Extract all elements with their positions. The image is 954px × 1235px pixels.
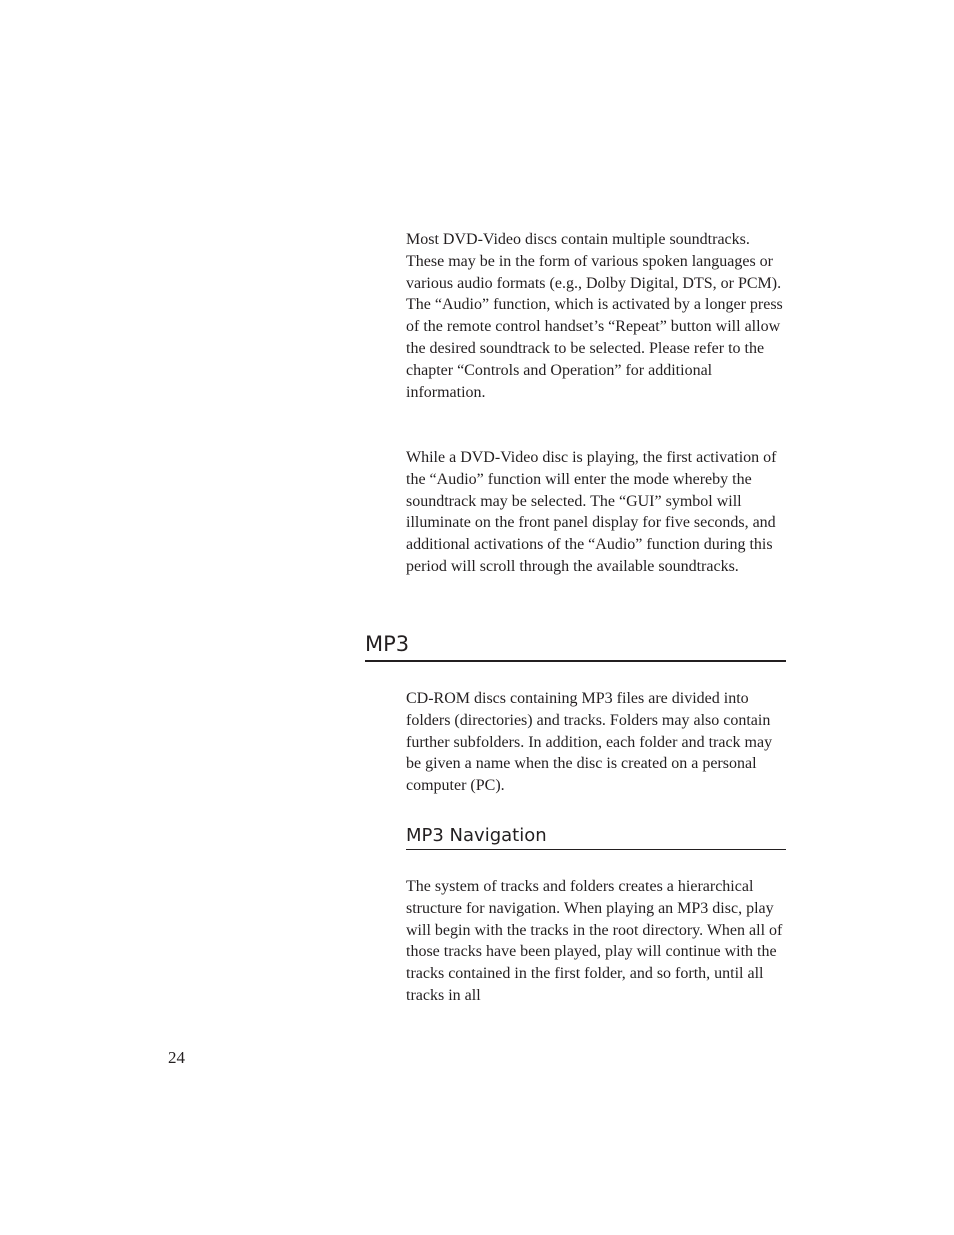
subsection-heading-mp3-navigation: MP3 Navigation: [406, 824, 786, 850]
paragraph-mp3-navigation: The system of tracks and folders creates a hierarchical structure for navigation. When playing an MP3 disc, play will begin with the tracks in the root directory. When all of those tracks have been played, play will continue with the tracks contained in the first folder, and so forth, until all tracks in all: [406, 878, 783, 1004]
paragraph-mp3-intro: CD-ROM discs containing MP3 files are divided into folders (directories) and tracks. Folders may also contain further subfolders. In addition, each folder and track may be given a name when the disc is created on a personal computer (PC).: [406, 690, 773, 795]
paragraph-audio-usage: While a DVD-Video disc is playing, the first activation of the “Audio” function will enter the mode whereby the soundtrack may be selected. The “GUI” symbol will illuminate on the front panel display for five seconds, and additional activations of the “Audio” function during this period will scroll through the available soundtracks.: [406, 449, 777, 575]
page-number: 24: [168, 1048, 185, 1067]
section-heading-mp3: MP3: [365, 630, 786, 662]
paragraph-audio-intro: Most DVD-Video discs contain multiple soundtracks. These may be in the form of various spoken languages or various audio formats (e.g., Dolby Digital, DTS, or PCM). The “Audio” function, which is activated by a longer press of the remote control handset’s “Repeat” button will allow the desired soundtrack to be selected. Please refer to the chapter “Controls and Operation” for additional information.: [406, 231, 783, 401]
